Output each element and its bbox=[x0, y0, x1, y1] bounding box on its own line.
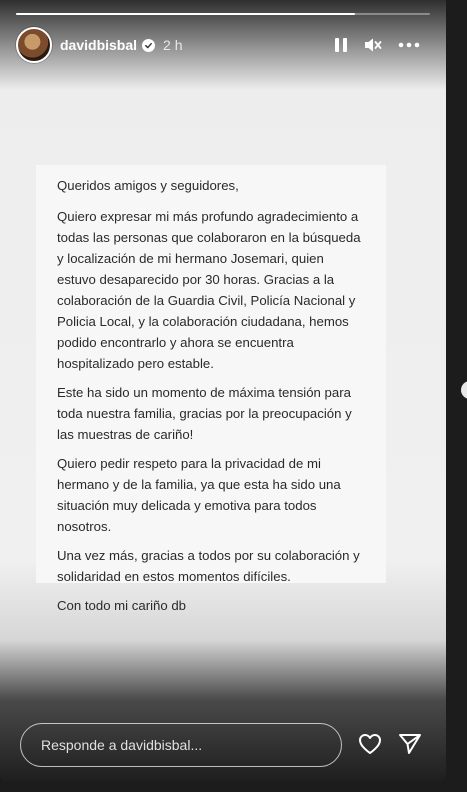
note-paragraph-privacy: Quiero pedir respeto para la privacidad de mi hermano y de la familia, ya que esta ha sido una situación muy delicada y emotiva para todos nosotros. bbox=[57, 456, 341, 534]
username[interactable]: davidbisbal bbox=[60, 37, 138, 53]
pause-icon[interactable] bbox=[334, 37, 348, 53]
story-timestamp: 2 h bbox=[163, 37, 183, 53]
note-paragraph-thanks: Quiero expresar mi más profundo agradecimiento a todas las personas que colaboraron en la búsqueda y localización de mi hermano Josemari, quien estuvo desaparecido por 30 horas. Gracias a la colaboración de la Guardia Civil, Policía Nacional y Policia Local, y la colaboración ciudadana, hemos podido encontrarlo y ahora se encuentra hospitalizado pero estable. bbox=[57, 209, 361, 371]
muted-speaker-icon[interactable] bbox=[364, 37, 382, 53]
story-progress-bar bbox=[16, 13, 430, 15]
story-header bbox=[16, 26, 430, 64]
note-paragraph-gratitude: Una vez más, gracias a todos por su colaboración y solidaridad en estos momentos difíciles. bbox=[57, 548, 360, 584]
note-signature: Con todo mi cariño db bbox=[57, 598, 187, 613]
next-story-icon[interactable] bbox=[461, 381, 467, 399]
reply-input[interactable] bbox=[41, 737, 341, 753]
story-controls bbox=[334, 37, 430, 53]
heart-icon[interactable] bbox=[357, 731, 383, 757]
avatar[interactable] bbox=[16, 27, 52, 63]
story-note-card bbox=[36, 165, 386, 613]
reply-bar[interactable] bbox=[20, 723, 342, 767]
note-greeting: Queridos amigos y seguidores, bbox=[57, 178, 239, 193]
note-paragraph-tension: Este ha sido un momento de máxima tensión para toda nuestra familia, gracias por la preocupación y las muestras de cariño! bbox=[57, 385, 352, 442]
story-progress-fill bbox=[16, 13, 355, 15]
verified-check-icon bbox=[142, 39, 155, 52]
send-icon[interactable] bbox=[397, 731, 423, 757]
more-options-icon[interactable] bbox=[398, 42, 420, 48]
